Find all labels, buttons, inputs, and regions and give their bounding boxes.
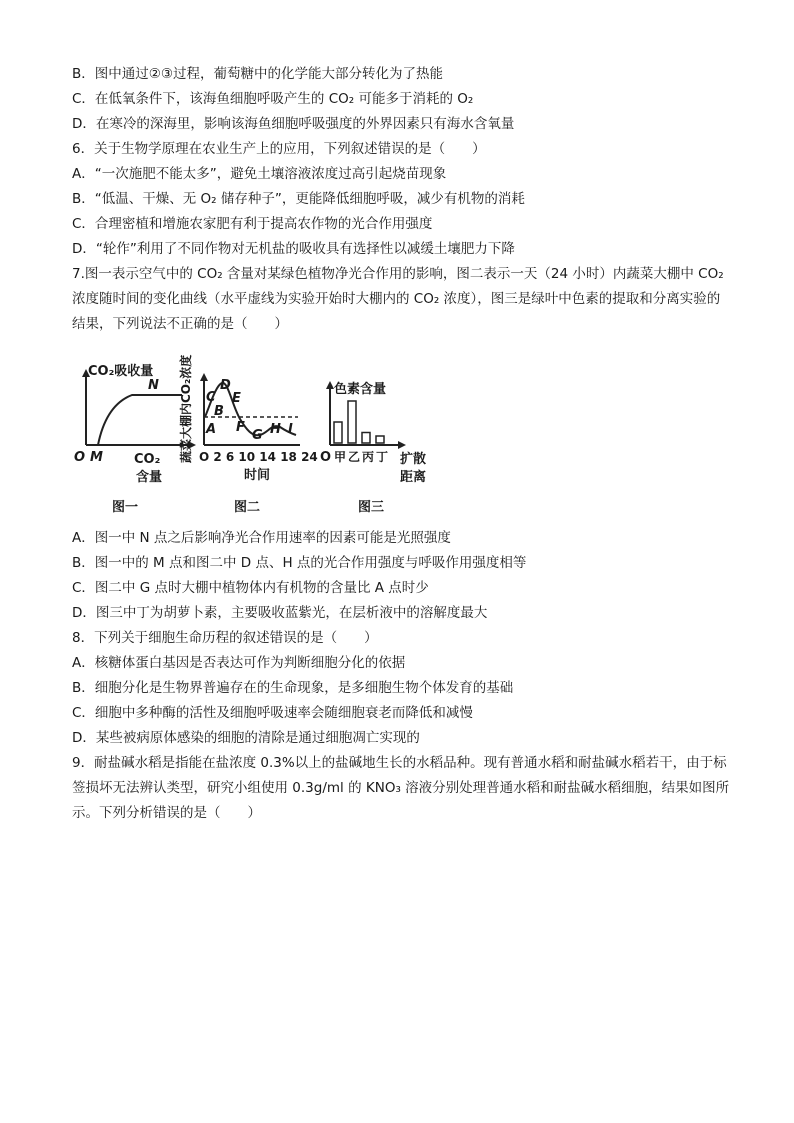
- fig2-y-arrow: [200, 373, 208, 381]
- q8-option-d: D．某些被病原体感染的细胞的清除是通过细胞凋亡实现的: [72, 730, 420, 746]
- q7-option-b: B．图一中的 M 点和图二中 D 点、H 点的光合作用强度与呼吸作用强度相等: [72, 555, 527, 571]
- fig2-xlabel: 时间: [244, 468, 271, 483]
- figures-svg: [72, 345, 452, 520]
- figure-one: [74, 363, 196, 515]
- q7-figures: [72, 345, 732, 520]
- q6-stem: 6．关于生物学原理在农业生产上的应用，下列叙述错误的是（ ）: [72, 141, 486, 157]
- fig3-xlabel-1: 扩散: [400, 452, 427, 467]
- q6-option-a: A．“一次施肥不能太多”，避免土壤溶液浓度过高引起烧苗现象: [72, 166, 447, 182]
- fig2-ylabel: 蔬菜大棚内CO₂浓度: [179, 354, 193, 463]
- fig3-bar-4: [376, 436, 384, 443]
- fig3-bar-2: [348, 401, 356, 443]
- fig3-origin: O: [320, 450, 332, 465]
- q8-stem: 8．下列关于细胞生命历程的叙述错误的是（ ）: [72, 630, 378, 646]
- fig2-point-d: D: [220, 378, 231, 393]
- q5-option-c: C．在低氧条件下，该海鱼细胞呼吸产生的 CO₂ 可能多于消耗的 O₂: [72, 91, 474, 107]
- q7-option-d: D．图三中丁为胡萝卜素，主要吸收蓝紫光，在层析液中的溶解度最大: [72, 605, 488, 621]
- q6-option-b: B．“低温、干燥、无 O₂ 储存种子”，更能降低细胞呼吸，减少有机物的消耗: [72, 191, 525, 207]
- content: [72, 62, 732, 826]
- fig3-cat-4: 丁: [376, 450, 389, 464]
- fig3-caption: 图三: [358, 500, 385, 515]
- q6-option-d: D．“轮作”利用了不同作物对无机盐的吸收具有选择性以减缓土壤肥力下降: [72, 241, 515, 257]
- fig2-point-a: A: [206, 422, 217, 437]
- q7-option-a: A．图一中 N 点之后影响净光合作用速率的因素可能是光照强度: [72, 530, 451, 546]
- fig1-xlabel-1: CO₂: [134, 452, 161, 467]
- fig1-origin: O: [74, 450, 86, 465]
- q7-stem: 7.图一表示空气中的 CO₂ 含量对某绿色植物净光合作用的影响，图二表示一天（24 小时）内蔬菜大棚中 CO₂ 浓度随时间的变化曲线（水平虚线为实验开始时大棚内的 CO₂ 浓度），图三是绿叶中色素的提取和分离实验的结果，下列说法不正确的是（ ）: [72, 266, 724, 332]
- fig1-ylabel: CO₂吸收量: [88, 364, 154, 379]
- figure-three: [320, 381, 426, 515]
- fig2-caption: 图二: [234, 500, 261, 515]
- fig3-cat-1: 甲: [334, 450, 347, 464]
- fig2-point-b: B: [214, 404, 224, 419]
- fig1-point-n: N: [148, 378, 159, 393]
- fig3-ylabel: 色素含量: [334, 382, 387, 397]
- q5-option-b: B．图中通过②③过程，葡萄糖中的化学能大部分转化为了热能: [72, 66, 443, 82]
- fig2-point-c: C: [206, 390, 216, 405]
- q9-stem: 9．耐盐碱水稻是指能在盐浓度 0.3%以上的盐碱地生长的水稻品种。现有普通水稻和耐盐碱水稻若干，由于标签损坏无法辨认类型，研究小组使用 0.3g/ml 的 KNO₃ 溶液分别处理普通水稻和耐盐碱水稻细胞，结果如图所示。下列分析错误的是（ ）: [72, 755, 730, 821]
- fig3-cat-2: 乙: [348, 450, 361, 464]
- fig2-point-e: E: [232, 391, 241, 406]
- q8-option-b: B．细胞分化是生物界普遍存在的生命现象，是多细胞生物个体发育的基础: [72, 680, 514, 696]
- q5-option-d: D．在寒冷的深海里，影响该海鱼细胞呼吸强度的外界因素只有海水含氧量: [72, 116, 515, 132]
- fig3-xlabel-2: 距离: [400, 470, 427, 485]
- fig3-bar-3: [362, 433, 370, 444]
- figure-two: [178, 355, 318, 515]
- fig2-point-i: I: [288, 422, 293, 437]
- fig3-cat-3: 丙: [362, 450, 375, 464]
- q8-option-c: C．细胞中多种酶的活性及细胞呼吸速率会随细胞衰老而降低和减慢: [72, 705, 473, 721]
- fig3-bar-1: [334, 422, 342, 443]
- fig3-x-arrow: [398, 441, 406, 449]
- fig2-xticks: O 2 6 10 14 18 24: [199, 450, 318, 464]
- fig1-point-m: M: [90, 450, 103, 465]
- fig1-caption: 图一: [112, 500, 139, 515]
- fig1-xlabel-2: 含量: [136, 470, 163, 485]
- fig2-point-g: G: [252, 428, 263, 443]
- fig2-point-f: F: [236, 420, 245, 435]
- q7-option-c: C．图二中 G 点时大棚中植物体内有机物的含量比 A 点时少: [72, 580, 429, 596]
- q8-option-a: A．核糖体蛋白基因是否表达可作为判断细胞分化的依据: [72, 655, 406, 671]
- q6-option-c: C．合理密植和增施农家肥有利于提高农作物的光合作用强度: [72, 216, 433, 232]
- fig2-point-h: H: [270, 422, 281, 437]
- fig1-curve: [98, 395, 182, 445]
- fig3-y-arrow: [326, 381, 334, 389]
